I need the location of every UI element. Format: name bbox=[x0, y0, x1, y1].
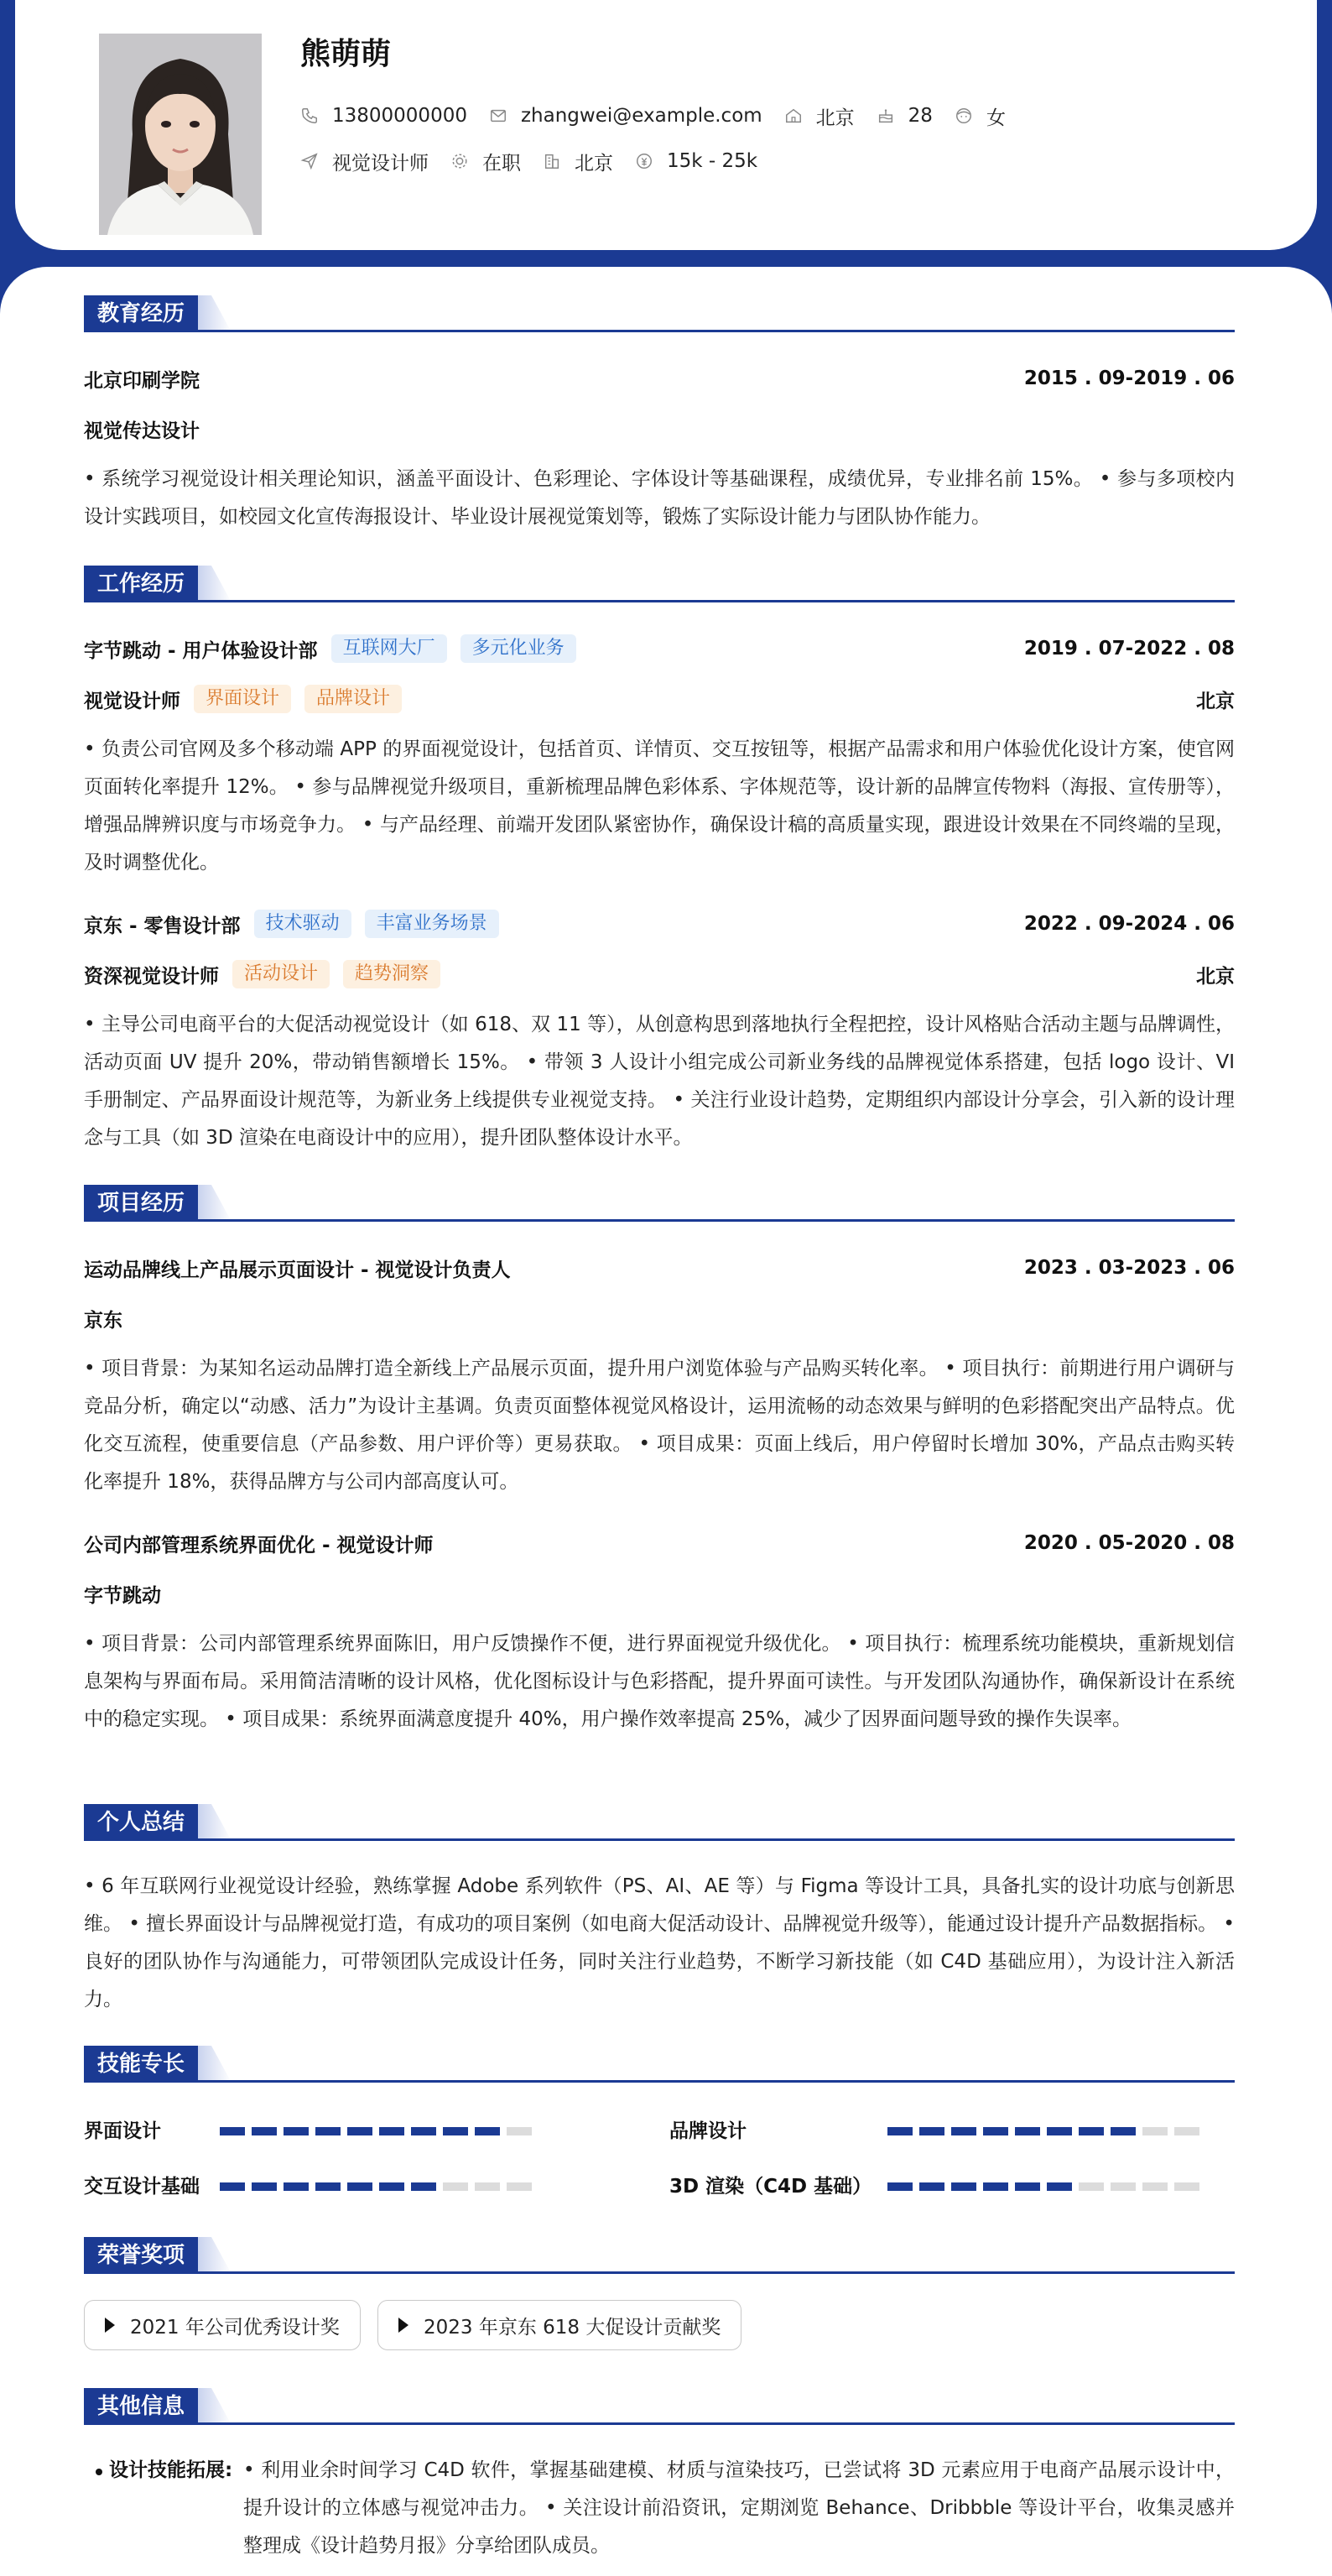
skill-level-segment bbox=[379, 2182, 404, 2191]
bullet-dot bbox=[96, 2469, 102, 2475]
contact-row bbox=[300, 101, 1028, 131]
building-icon bbox=[543, 152, 561, 170]
company-tag: 互联网大厂 bbox=[331, 634, 447, 663]
skill-level-segment bbox=[1047, 2127, 1072, 2135]
skill-level-segment bbox=[443, 2127, 468, 2135]
skill-level-bar bbox=[220, 2116, 539, 2146]
section-awards bbox=[84, 2237, 1235, 2274]
project-org: 京东 bbox=[84, 1309, 122, 1332]
skill-level-segment bbox=[284, 2127, 309, 2135]
avatar bbox=[99, 34, 262, 235]
section-title-decoration bbox=[198, 2388, 232, 2425]
other-info-text: • 利用业余时间学习 C4D 软件，掌握基础建模、材质与渲染技巧，已尝试将 3D 元素应用于电商产品展示设计中，提升设计的立体感与视觉冲击力。 • 关注设计前沿资讯，定期浏览 Behance、Dribbble 等设计平台，收集灵感并整理成《设计趋势月报》分享给团队成员。 bbox=[243, 2459, 1235, 2557]
project-org-row bbox=[84, 1577, 1235, 1610]
work-role-row bbox=[84, 957, 1235, 991]
education-major-row bbox=[84, 412, 1235, 446]
role-tag: 品牌设计 bbox=[304, 685, 402, 713]
company-tag: 多元化业务 bbox=[460, 634, 576, 663]
section-divider bbox=[84, 2271, 1235, 2274]
section-title-text: 项目经历 bbox=[84, 1185, 198, 1222]
skill-level-segment bbox=[1047, 2182, 1072, 2191]
section-summary bbox=[84, 1804, 1235, 1841]
skill-level-segment bbox=[475, 2127, 500, 2135]
gear-icon bbox=[450, 152, 469, 170]
project-period: 2020 . 05-2020 . 08 bbox=[1023, 1532, 1235, 1554]
skill-level-segment bbox=[919, 2127, 944, 2135]
skill-level-segment bbox=[347, 2182, 372, 2191]
section-title-text: 工作经历 bbox=[84, 566, 198, 602]
email-item bbox=[489, 105, 762, 127]
company-name: 字节跳动 - 用户体验设计部 bbox=[84, 639, 318, 662]
skill-name: 3D 渲染（C4D 基础） bbox=[669, 2176, 872, 2198]
skill-level-segment bbox=[1174, 2127, 1199, 2135]
work-company-row bbox=[84, 632, 1235, 665]
salary-text: 15k - 25k bbox=[667, 150, 758, 172]
skill-level-segment bbox=[1111, 2182, 1136, 2191]
section-skills bbox=[84, 2046, 1235, 2083]
skill-level-segment bbox=[252, 2182, 277, 2191]
section-title-decoration bbox=[198, 1185, 232, 1222]
candidate-name: 熊萌萌 bbox=[300, 37, 392, 71]
work-period: 2022 . 09-2024 . 06 bbox=[1023, 913, 1235, 935]
education-description: • 系统学习视觉设计相关理论知识，涵盖平面设计、色彩理论、字体设计等基础课程，成绩优异，专业排名前 15%。 • 参与多项校内设计实践项目，如校园文化宣传海报设计、毕业设计展视觉策划等，锻炼了实际设计能力与团队协作能力。 bbox=[84, 468, 1235, 528]
cake-icon bbox=[877, 107, 895, 125]
skill-level-segment bbox=[951, 2182, 976, 2191]
skill-level-segment bbox=[411, 2127, 436, 2135]
section-title-text: 教育经历 bbox=[84, 295, 198, 332]
section-divider bbox=[84, 1838, 1235, 1841]
play-triangle-icon bbox=[105, 2318, 115, 2333]
skill-level-segment bbox=[220, 2127, 245, 2135]
portrait-image bbox=[99, 34, 262, 235]
skill-level-segment bbox=[443, 2182, 468, 2191]
skill-level-segment bbox=[1015, 2127, 1040, 2135]
skill-level-segment bbox=[983, 2182, 1008, 2191]
work-city: 北京 bbox=[1196, 965, 1235, 988]
education-period: 2015 . 09-2019 . 06 bbox=[1023, 368, 1235, 389]
location-item bbox=[784, 102, 855, 130]
section-divider bbox=[84, 330, 1235, 332]
section-divider bbox=[84, 2422, 1235, 2425]
skill-level-segment bbox=[284, 2182, 309, 2191]
work-description: • 负责公司官网及多个移动端 APP 的界面视觉设计，包括首页、详情页、交互按钮等，根据产品需求和用户体验优化设计方案，使官网页面转化率提升 12%。 • 参与品牌视觉升级项目，重新梳理品牌色彩体系、字体规范等，设计新的品牌宣传物料（海报、宣传册等），增强品牌辨识度与市场竞争力。 • 与产品经理、前端开发团队紧密协作，确保设计稿的高质量实现，跟进设计效果在不同终端的呈现，及时调整优化。 bbox=[84, 738, 1235, 873]
section-title-text: 个人总结 bbox=[84, 1804, 198, 1841]
mail-icon bbox=[489, 107, 507, 125]
skill-level-segment bbox=[919, 2182, 944, 2191]
skill-level-segment bbox=[1142, 2127, 1168, 2135]
section-title-decoration bbox=[198, 2237, 232, 2274]
status-item bbox=[450, 148, 521, 175]
work-description: • 主导公司电商平台的大促活动视觉设计（如 618、双 11 等），从创意构思到落地执行全程把控，设计风格贴合活动主题与品牌调性，活动页面 UV 提升 20%，带动销售额增长 15%。 • 带领 3 人设计小组完成公司新业务线的品牌视觉体系搭建，包括 logo 设计、VI 手册制定、产品界面设计规范等，为新业务上线提供专业视觉支持。 • 关注行业设计趋势，定期组织内部设计分享会，引入新的设计理念与工具（如 3D 渲染在电商设计中的应用），提升团队整体设计水平。 bbox=[84, 1014, 1235, 1149]
section-work bbox=[84, 566, 1235, 602]
position-item bbox=[300, 148, 429, 175]
location-text: 北京 bbox=[815, 107, 855, 129]
role-tag: 界面设计 bbox=[194, 685, 291, 713]
role-name: 资深视觉设计师 bbox=[84, 965, 219, 988]
award-chip bbox=[84, 2300, 361, 2350]
skill-level-segment bbox=[1015, 2182, 1040, 2191]
salary-item bbox=[635, 150, 757, 172]
skill-name: 界面设计 bbox=[84, 2120, 161, 2142]
role-name: 视觉设计师 bbox=[84, 690, 180, 712]
skill-level-segment bbox=[315, 2182, 341, 2191]
phone-icon bbox=[300, 107, 319, 125]
skill-level-segment bbox=[252, 2127, 277, 2135]
section-title-decoration bbox=[198, 1804, 232, 1841]
gender-item bbox=[955, 102, 1006, 130]
skill-level-segment bbox=[887, 2182, 913, 2191]
project-org-row bbox=[84, 1301, 1235, 1335]
skill-level-segment bbox=[1174, 2182, 1199, 2191]
education-school-row bbox=[84, 362, 1235, 395]
send-icon bbox=[300, 152, 319, 170]
target-city-item bbox=[543, 148, 613, 175]
award-chip bbox=[377, 2300, 741, 2350]
skill-level-segment bbox=[347, 2127, 372, 2135]
skill-level-segment bbox=[507, 2127, 532, 2135]
skill-level-segment bbox=[951, 2127, 976, 2135]
project-description: • 项目背景：公司内部管理系统界面陈旧，用户反馈操作不便，进行界面视觉升级优化。 • 项目执行：梳理系统功能模块，重新规划信息架构与界面布局。采用简洁清晰的设计风格，优化图标设计与色彩搭配，提升界面可读性。与开发团队沟通协作，确保新设计在系统中的稳定实现。 • 项目成果：系统界面满意度提升 40%，用户操作效率提高 25%，减少了因界面问题导致的操作失误率。 bbox=[84, 1633, 1235, 1730]
job-intent-row bbox=[300, 146, 779, 176]
target-city-text: 北京 bbox=[575, 152, 613, 175]
age-text: 28 bbox=[908, 105, 933, 127]
section-projects bbox=[84, 1185, 1235, 1222]
section-education bbox=[84, 295, 1235, 332]
profile-header bbox=[15, 0, 1317, 250]
skill-level-segment bbox=[983, 2127, 1008, 2135]
work-role-row bbox=[84, 682, 1235, 716]
school-name: 北京印刷学院 bbox=[84, 369, 200, 392]
skill-name: 品牌设计 bbox=[669, 2120, 747, 2142]
skill-level-segment bbox=[379, 2127, 404, 2135]
phone-item bbox=[300, 105, 467, 127]
section-title-decoration bbox=[198, 2046, 232, 2083]
section-divider bbox=[84, 1219, 1235, 1222]
section-other bbox=[84, 2388, 1235, 2425]
section-title-decoration bbox=[198, 295, 232, 332]
section-divider bbox=[84, 600, 1235, 602]
skill-name: 交互设计基础 bbox=[84, 2176, 200, 2198]
status-text: 在职 bbox=[482, 152, 521, 175]
skill-level-segment bbox=[1079, 2182, 1104, 2191]
summary-text: • 6 年互联网行业视觉设计经验，熟练掌握 Adobe 系列软件（PS、AI、AE 等）与 Figma 等设计工具，具备扎实的设计功底与创新思维。 • 擅长界面设计与品牌视觉打造，有成功的项目案例（如电商大促活动设计、品牌视觉升级等），能通过设计提升产品数据指标。 • 良好的团队协作与沟通能力，可带领团队完成设计任务，同时关注行业趋势，不断学习新技能（如 C4D 基础应用），为设计注入新活力。 bbox=[84, 1875, 1235, 2010]
role-tag: 趋势洞察 bbox=[343, 960, 440, 988]
section-title-text: 技能专长 bbox=[84, 2046, 198, 2083]
work-period: 2019 . 07-2022 . 08 bbox=[1023, 638, 1235, 660]
skill-level-bar bbox=[220, 2172, 539, 2202]
skill-level-segment bbox=[1111, 2127, 1136, 2135]
position-text: 视觉设计师 bbox=[332, 152, 429, 175]
skill-level-bar bbox=[887, 2172, 1206, 2202]
skill-level-segment bbox=[1142, 2182, 1168, 2191]
skill-level-segment bbox=[1079, 2127, 1104, 2135]
company-tag: 丰富业务场景 bbox=[365, 910, 499, 938]
other-info-label: 设计技能拓展: bbox=[109, 2459, 233, 2481]
project-title: 运动品牌线上产品展示页面设计 - 视觉设计负责人 bbox=[84, 1259, 511, 1281]
project-period: 2023 . 03-2023 . 06 bbox=[1023, 1257, 1235, 1279]
work-city: 北京 bbox=[1196, 690, 1235, 712]
skill-level-segment bbox=[220, 2182, 245, 2191]
email-text: zhangwei@example.com bbox=[520, 105, 762, 127]
skill-level-segment bbox=[507, 2182, 532, 2191]
award-text: 2023 年京东 618 大促设计贡献奖 bbox=[424, 2316, 721, 2339]
project-description: • 项目背景：为某知名运动品牌打造全新线上产品展示页面，提升用户浏览体验与产品购买转化率。 • 项目执行：前期进行用户调研与竞品分析，确定以“动感、活力”为设计主基调。负责页面整体视觉风格设计，运用流畅的动态效果与鲜明的色彩搭配突出产品特点。优化交互流程，使重要信息（产品参数、用户评价等）更易获取。 • 项目成果：页面上线后，用户停留时长增加 30%，产品点击购买转化率提升 18%，获得品牌方与公司内部高度认可。 bbox=[84, 1358, 1235, 1493]
gender-text: 女 bbox=[986, 107, 1006, 129]
project-title-row bbox=[84, 1251, 1235, 1285]
phone-text: 13800000000 bbox=[332, 105, 467, 127]
project-title-row bbox=[84, 1526, 1235, 1560]
major-name: 视觉传达设计 bbox=[84, 420, 200, 442]
work-company-row bbox=[84, 907, 1235, 941]
section-title-text: 荣誉奖项 bbox=[84, 2237, 198, 2274]
coin-icon bbox=[635, 152, 653, 170]
skill-level-segment bbox=[887, 2127, 913, 2135]
project-title: 公司内部管理系统界面优化 - 视觉设计师 bbox=[84, 1534, 434, 1557]
project-org: 字节跳动 bbox=[84, 1584, 161, 1607]
role-tag: 活动设计 bbox=[232, 960, 330, 988]
home-icon bbox=[784, 107, 803, 125]
face-icon bbox=[955, 107, 973, 125]
company-name: 京东 - 零售设计部 bbox=[84, 915, 241, 937]
age-item bbox=[877, 105, 933, 127]
section-title-decoration bbox=[198, 566, 232, 602]
section-title-text: 其他信息 bbox=[84, 2388, 198, 2425]
section-divider bbox=[84, 2080, 1235, 2083]
skill-level-segment bbox=[315, 2127, 341, 2135]
award-text: 2021 年公司优秀设计奖 bbox=[130, 2316, 340, 2339]
skill-level-segment bbox=[411, 2182, 436, 2191]
company-tag: 技术驱动 bbox=[254, 910, 351, 938]
skill-level-bar bbox=[887, 2116, 1206, 2146]
play-triangle-icon bbox=[398, 2318, 408, 2333]
skill-level-segment bbox=[475, 2182, 500, 2191]
